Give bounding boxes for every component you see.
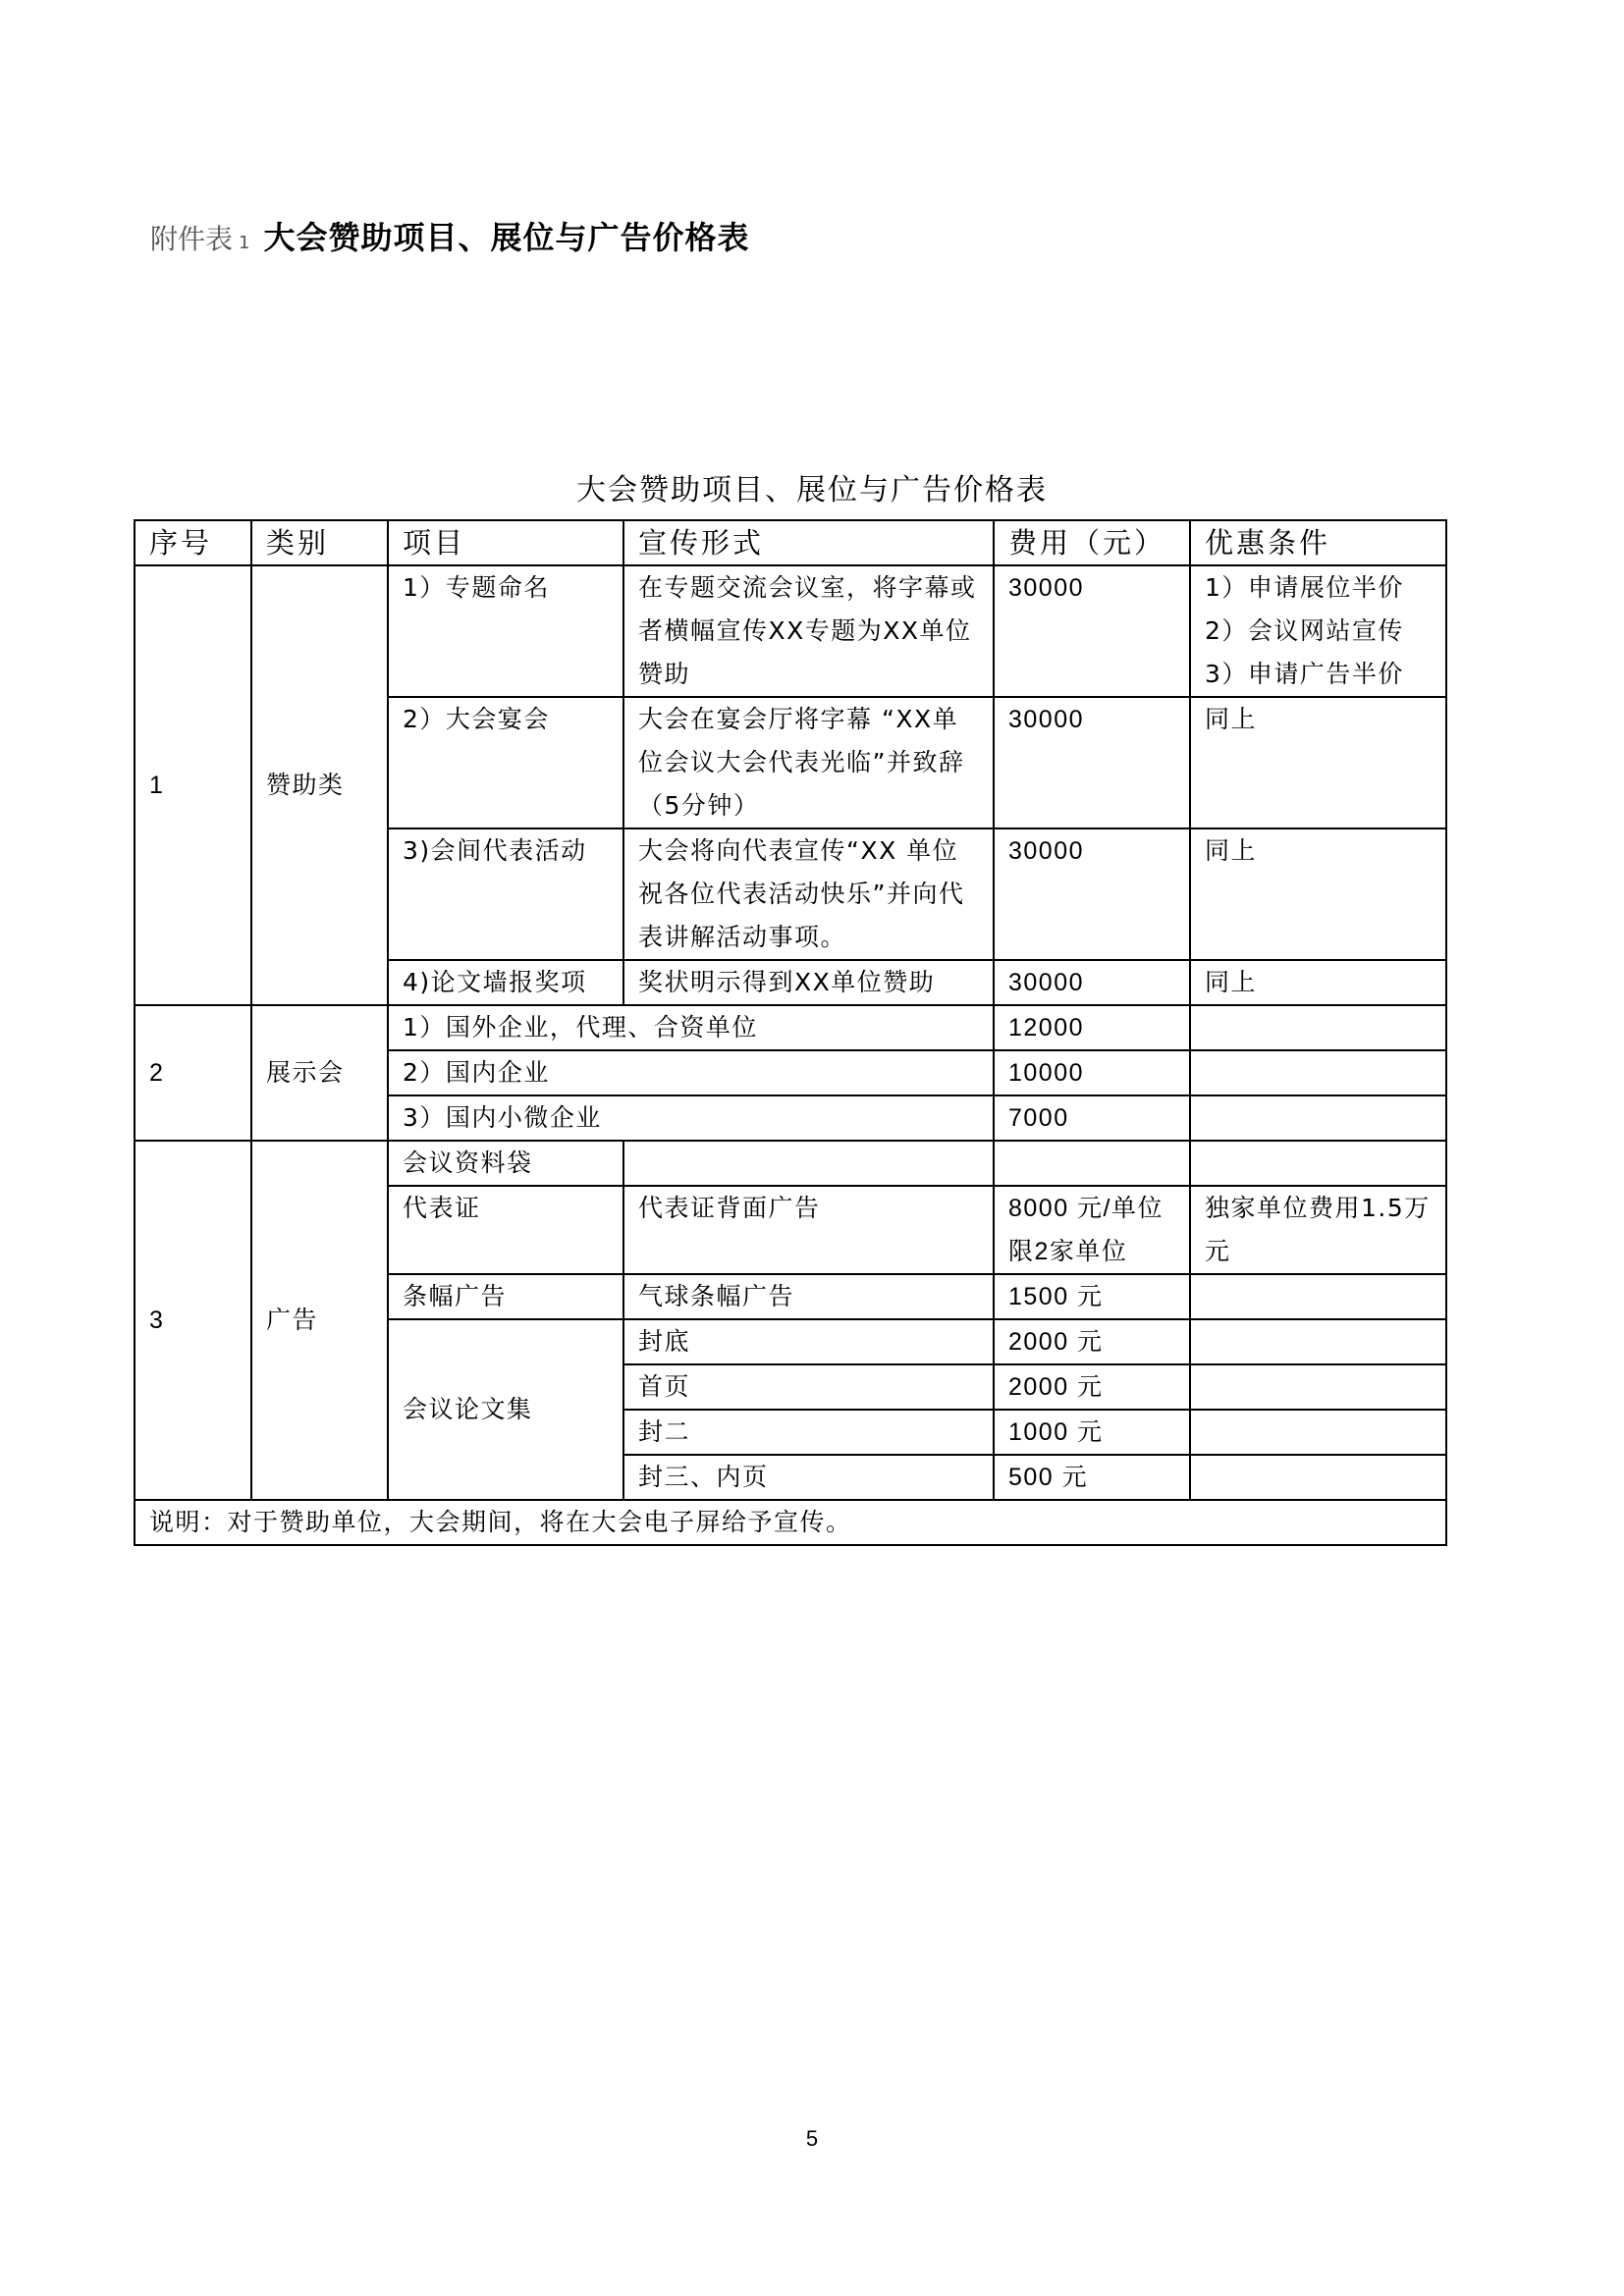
header-discount: 优惠条件	[1190, 520, 1446, 565]
group-seq: 3	[135, 1141, 251, 1500]
item-cell: 2）大会宴会	[388, 697, 623, 828]
discount-cell	[1190, 1274, 1446, 1319]
fee-cell: 1500 元	[994, 1274, 1190, 1319]
form-cell: 首页	[623, 1364, 994, 1410]
table-row	[135, 1141, 1446, 1186]
fee-cell: 2000 元	[994, 1364, 1190, 1410]
fee-cell: 30000	[994, 960, 1190, 1005]
item-cell: 条幅广告	[388, 1274, 623, 1319]
discount-cell: 同上	[1190, 697, 1446, 828]
header-fee: 费用（元）	[994, 520, 1190, 565]
discount-line: 2）会议网站宣传	[1205, 616, 1404, 645]
discount-cell	[1190, 1005, 1446, 1050]
heading-prefix: 附件表	[150, 223, 234, 255]
fee-cell: 30000	[994, 565, 1190, 697]
table-header-row	[135, 520, 1446, 565]
fee-cell: 30000	[994, 697, 1190, 828]
discount-line: 3）申请广告半价	[1205, 660, 1404, 688]
discount-cell: 独家单位费用1.5万元	[1190, 1186, 1446, 1274]
table-row	[135, 1005, 1446, 1050]
fee-cell: 10000	[994, 1050, 1190, 1095]
fee-cell: 1000 元	[994, 1410, 1190, 1455]
table-note: 说明：对于赞助单位，大会期间，将在大会电子屏给予宣传。	[135, 1500, 1446, 1545]
form-cell: 封二	[623, 1410, 994, 1455]
form-cell: 大会将向代表宣传“XX 单位祝各位代表活动快乐”并向代表讲解活动事项。	[623, 828, 994, 960]
fee-cell: 8000 元/单位限2家单位	[994, 1186, 1190, 1274]
discount-cell	[1190, 1141, 1446, 1186]
heading-prefix-number: 1	[239, 233, 250, 253]
table-title: 大会赞助项目、展位与广告价格表	[576, 473, 1048, 507]
item-cell: 4)论文墙报奖项	[388, 960, 623, 1005]
header-seq: 序号	[135, 520, 251, 565]
item-cell: 代表证	[388, 1186, 623, 1274]
form-cell	[623, 1141, 994, 1186]
fee-cell: 500 元	[994, 1455, 1190, 1500]
fee-cell: 7000	[994, 1095, 1190, 1141]
discount-cell	[1190, 565, 1446, 697]
group-category: 赞助类	[251, 565, 388, 1005]
item-cell: 会议论文集	[388, 1319, 623, 1500]
item-cell: 2）国内企业	[388, 1050, 994, 1095]
page-number: 5	[805, 2126, 819, 2151]
discount-cell: 同上	[1190, 828, 1446, 960]
group-category: 展示会	[251, 1005, 388, 1141]
item-cell: 会议资料袋	[388, 1141, 623, 1186]
item-cell: 3)会间代表活动	[388, 828, 623, 960]
header-form: 宣传形式	[623, 520, 994, 565]
discount-cell	[1190, 1050, 1446, 1095]
group-seq: 1	[135, 565, 251, 1005]
group-seq: 2	[135, 1005, 251, 1141]
document-heading	[150, 214, 749, 267]
discount-cell: 同上	[1190, 960, 1446, 1005]
form-cell: 封三、内页	[623, 1455, 994, 1500]
fee-cell: 30000	[994, 828, 1190, 960]
form-cell: 封底	[623, 1319, 994, 1364]
header-category: 类别	[251, 520, 388, 565]
item-cell: 1）专题命名	[388, 565, 623, 697]
form-cell: 代表证背面广告	[623, 1186, 994, 1274]
discount-cell	[1190, 1455, 1446, 1500]
price-table	[134, 519, 1447, 1546]
form-cell: 大会在宴会厅将字幕 “XX单位会议大会代表光临”并致辞（5分钟）	[623, 697, 994, 828]
header-item: 项目	[388, 520, 623, 565]
form-cell: 气球条幅广告	[623, 1274, 994, 1319]
discount-cell	[1190, 1319, 1446, 1364]
table-row	[135, 565, 1446, 697]
form-cell: 在专题交流会议室，将字幕或者横幅宣传XX专题为XX单位赞助	[623, 565, 994, 697]
discount-cell	[1190, 1364, 1446, 1410]
fee-cell: 12000	[994, 1005, 1190, 1050]
item-cell: 3）国内小微企业	[388, 1095, 994, 1141]
fee-cell: 2000 元	[994, 1319, 1190, 1364]
group-category: 广告	[251, 1141, 388, 1500]
item-cell: 1）国外企业，代理、合资单位	[388, 1005, 994, 1050]
fee-cell	[994, 1141, 1190, 1186]
form-cell: 奖状明示得到XX单位赞助	[623, 960, 994, 1005]
heading-title: 大会赞助项目、展位与广告价格表	[263, 219, 750, 256]
discount-cell	[1190, 1410, 1446, 1455]
note-row	[135, 1500, 1446, 1545]
discount-cell	[1190, 1095, 1446, 1141]
discount-line: 1）申请展位半价	[1205, 573, 1404, 602]
